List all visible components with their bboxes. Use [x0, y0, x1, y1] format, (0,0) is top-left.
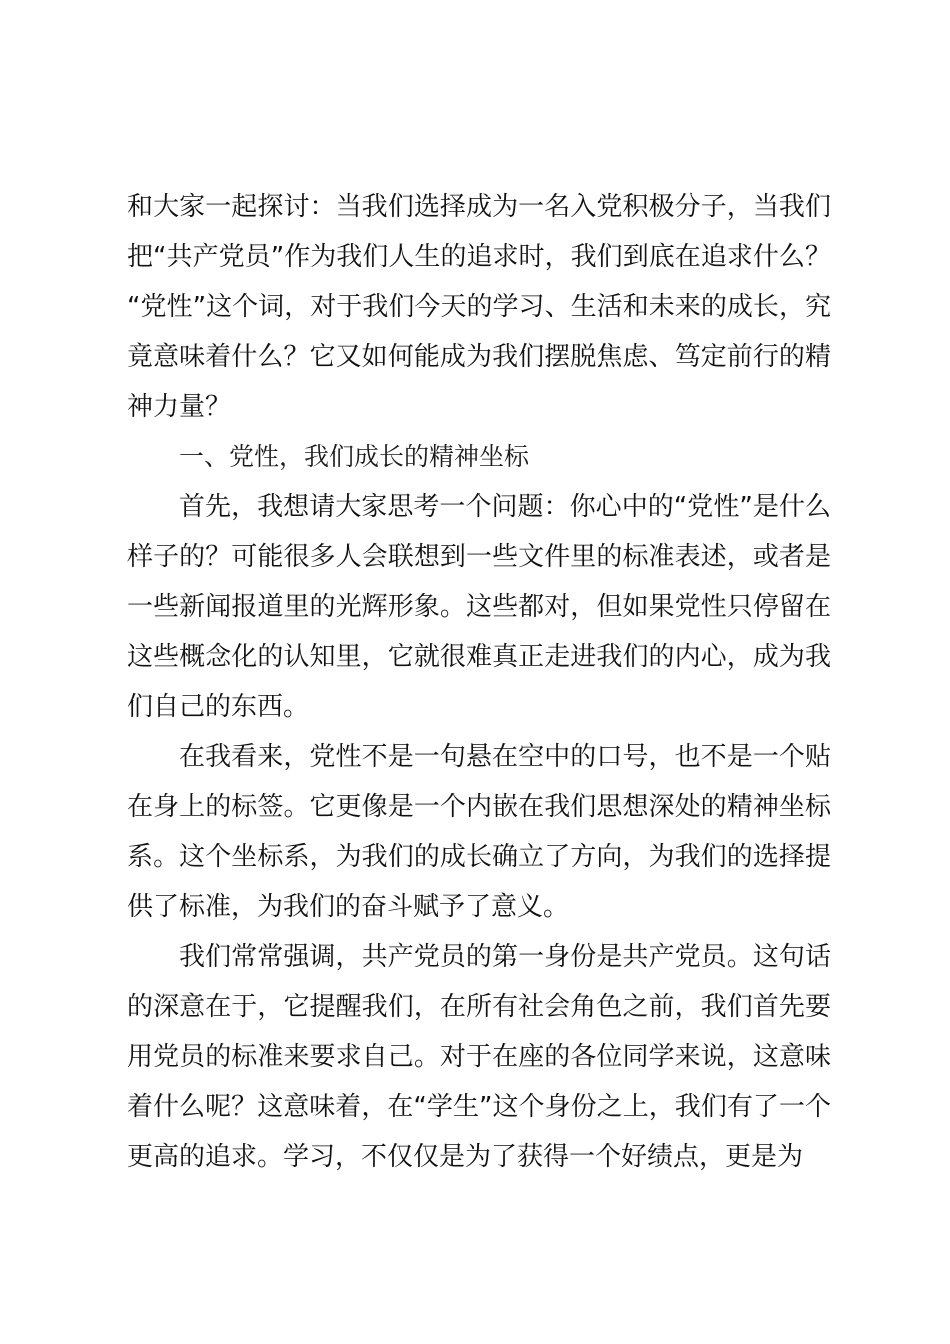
paragraph-continuation: 和大家一起探讨：当我们选择成为一名入党积极分子，当我们把“共产党员”作为我们人生的追求时，我们到底在追求什么？“党性”这个词，对于我们今天的学习、生活和未来的成长，究竟意味着什么？它又如何能成为我们摆脱焦虑、笃定前行的精神力量？	[127, 192, 831, 422]
document-body	[127, 182, 831, 1182]
paragraph: 首先，我想请大家思考一个问题：你心中的“党性”是什么样子的？可能很多人会联想到一些文件里的标准表述，或者是一些新闻报道里的光辉形象。这些都对，但如果党性只停留在这些概念化的认知里，它就很难真正走进我们的内心，成为我们自己的东西。	[127, 492, 831, 722]
section-heading: 一、党性，我们成长的精神坐标	[179, 442, 530, 471]
paragraph: 在我看来，党性不是一句悬在空中的口号，也不是一个贴在身上的标签。它更像是一个内嵌在我们思想深处的精神坐标系。这个坐标系，为我们的成长确立了方向，为我们的选择提供了标准，为我们的奋斗赋予了意义。	[127, 742, 831, 922]
paragraph: 我们常常强调，共产党员的第一身份是共产党员。这句话的深意在于，它提醒我们，在所有社会角色之前，我们首先要用党员的标准来要求自己。对于在座的各位同学来说，这意味着什么呢？这意味着，在“学生”这个身份之上，我们有了一个更高的追求。学习，不仅仅是为了获得一个好绩点，更是为	[127, 942, 831, 1172]
